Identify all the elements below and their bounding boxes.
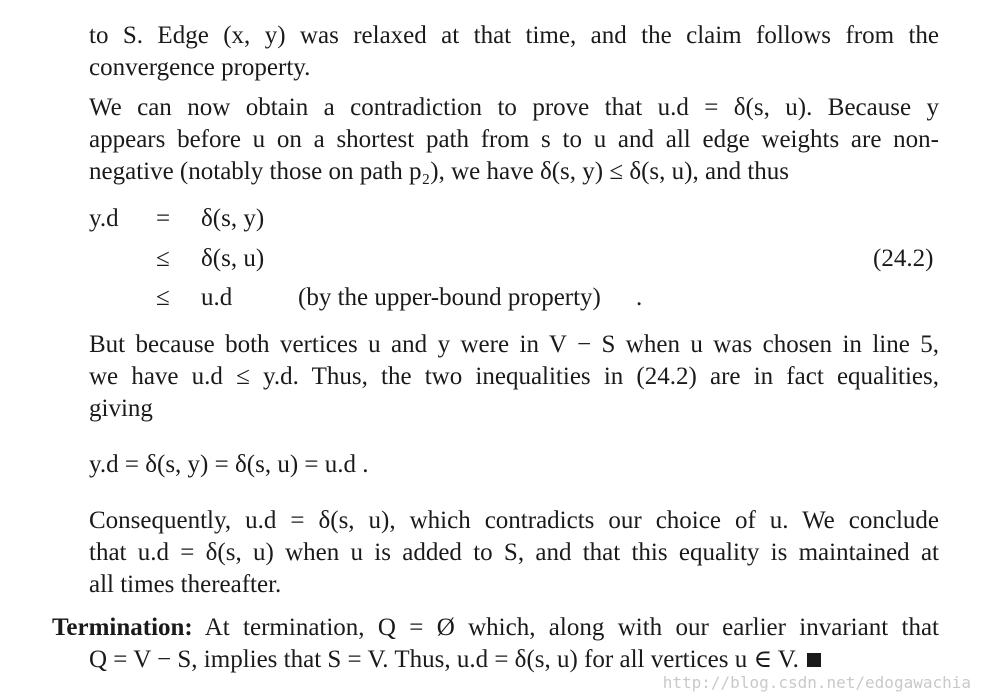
para2-line3: negative (notably those on path p₂), we have δ(s, y) ≤ δ(s, u), and thus <box>89 158 789 185</box>
para2-line2: appears before u on a shortest path from s to u and all edge weights are non- <box>89 126 939 153</box>
termination-line2 <box>89 644 821 676</box>
termination-text-line1: At termination, Q = Ø which, along with our earlier invariant that <box>204 614 939 641</box>
qed-square-icon <box>807 653 821 667</box>
para4-line3: all times thereafter. <box>89 571 282 598</box>
para3-line1: But because both vertices u and y were in V − S when u was chosen in line 5, <box>89 331 939 358</box>
display-equation: y.d = δ(s, y) = δ(s, u) = u.d . <box>89 451 369 478</box>
watermark: http://blog.csdn.net/edogawachia <box>662 673 971 692</box>
termination-label: Termination: <box>52 614 193 641</box>
eq-row3-rhs: u.d <box>201 284 233 311</box>
para3-line3: giving <box>89 395 153 422</box>
para3-line2: we have u.d ≤ y.d. Thus, the two inequalities in (24.2) are in fact equalities, <box>89 363 939 390</box>
para1-line1: to S. Edge (x, y) was relaxed at that time, and the claim follows from the <box>89 22 939 49</box>
para2-line1: We can now obtain a contradiction to prove that u.d = δ(s, u). Because y <box>89 94 939 121</box>
termination-line1 <box>52 612 939 644</box>
termination-text-line2: Q = V − S, implies that S = V. Thus, u.d = δ(s, u) for all vertices u ∈ V. <box>89 646 799 673</box>
eq-number: (24.2) <box>873 245 934 272</box>
para4-line2: that u.d = δ(s, u) when u is added to S, and that this equality is maintained at <box>89 539 939 566</box>
para4-line1: Consequently, u.d = δ(s, u), which contradicts our choice of u. We conclude <box>89 507 939 534</box>
eq-row1-rel: = <box>156 205 171 232</box>
eq-row2-rhs: δ(s, u) <box>201 245 265 272</box>
para1-line2: convergence property. <box>89 54 311 81</box>
eq-row3-rel: ≤ <box>156 284 170 311</box>
eq-row2-rel: ≤ <box>156 245 170 272</box>
eq-row3-note: (by the upper-bound property) <box>298 284 601 311</box>
eq-row3-end: . <box>636 284 643 311</box>
eq-row1-lhs: y.d <box>89 205 119 232</box>
eq-row1-rhs: δ(s, y) <box>201 205 265 232</box>
